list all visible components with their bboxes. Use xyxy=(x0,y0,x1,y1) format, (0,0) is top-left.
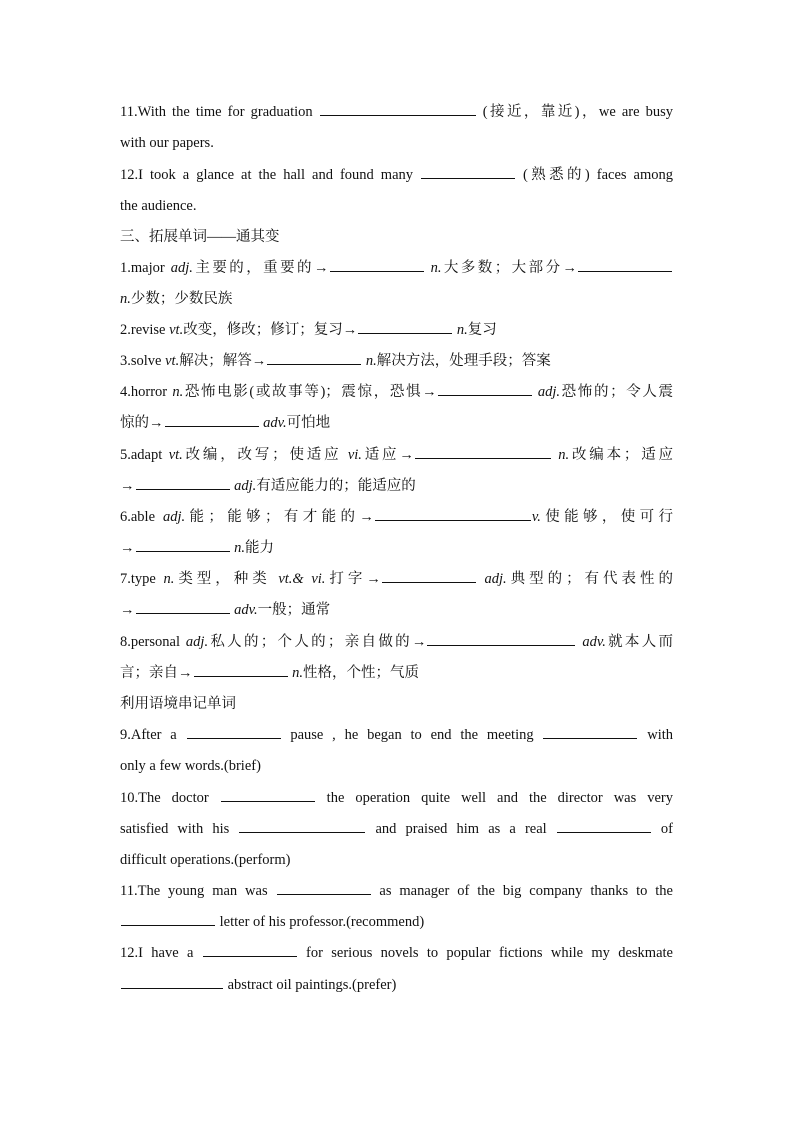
text-segment: 就本人而 xyxy=(605,634,674,650)
text-segment: 6.able xyxy=(120,509,164,525)
item-5-adapt-line-2 xyxy=(120,473,673,499)
text-segment: 三、拓展单词——通其变 xyxy=(120,229,280,245)
text-segment: 11.The young man was xyxy=(120,883,276,899)
answer-blank[interactable] xyxy=(438,380,532,396)
text-segment: → xyxy=(120,540,135,556)
answer-blank[interactable] xyxy=(578,256,672,272)
answer-blank[interactable] xyxy=(187,723,281,739)
context-9-line-2 xyxy=(120,753,673,779)
text-segment: with our papers. xyxy=(120,135,214,151)
text-segment: 能力 xyxy=(245,540,274,556)
answer-blank[interactable] xyxy=(239,817,365,833)
item-6-able-line-2 xyxy=(120,535,673,561)
exercise-11-line-1 xyxy=(120,99,673,125)
text-segment: of xyxy=(651,821,673,837)
answer-blank[interactable] xyxy=(421,163,515,179)
answer-blank[interactable] xyxy=(330,256,424,272)
part-of-speech: v. xyxy=(531,509,541,525)
text-segment: 1.major xyxy=(120,260,171,276)
item-8-personal-line-2 xyxy=(120,660,673,686)
text-segment: 一般；通常 xyxy=(257,602,331,618)
answer-blank[interactable] xyxy=(136,598,230,614)
text-segment: 8.personal xyxy=(120,634,186,650)
item-6-able-line-1 xyxy=(120,504,673,530)
text-segment: 大多数；大部分→ xyxy=(441,260,578,276)
section-heading-expand-words xyxy=(120,224,673,250)
context-12-line-2 xyxy=(120,972,673,998)
text-segment: 改编本；适应 xyxy=(569,447,674,463)
item-4-horror-line-1 xyxy=(120,379,673,405)
part-of-speech: n. xyxy=(234,540,245,556)
answer-blank[interactable] xyxy=(557,817,651,833)
part-of-speech: adj. xyxy=(185,634,209,650)
text-segment: 能；能够；有才能的→ xyxy=(185,509,374,525)
text-segment: 解决方法，处理手段；答案 xyxy=(376,353,551,369)
answer-blank[interactable] xyxy=(165,411,259,427)
part-of-speech: adj. xyxy=(170,260,193,276)
context-11-line-2 xyxy=(120,909,673,935)
text-segment: 3.solve xyxy=(120,353,166,369)
text-segment: → xyxy=(120,602,135,618)
answer-blank[interactable] xyxy=(320,100,476,116)
text-segment: 恐怖的；令人震 xyxy=(560,384,673,400)
part-of-speech: n. xyxy=(292,665,303,681)
text-segment: → xyxy=(120,478,135,494)
text-segment: 言；亲自→ xyxy=(120,665,193,681)
item-1-major-line-1 xyxy=(120,255,673,281)
exercise-12-line-1 xyxy=(120,162,673,188)
text-segment: 使能够，使可行 xyxy=(540,509,674,525)
text-segment: 适应→ xyxy=(361,447,414,463)
part-of-speech: vi. xyxy=(347,447,362,463)
part-of-speech: adj. xyxy=(234,478,257,494)
text-segment: 5.adapt xyxy=(120,447,169,463)
answer-blank[interactable] xyxy=(203,941,297,957)
item-5-adapt-line-1 xyxy=(120,442,673,468)
text-segment: 性格，个性；气质 xyxy=(303,665,419,681)
text-segment: 有适应能力的；能适应的 xyxy=(256,478,416,494)
part-of-speech: n. xyxy=(558,447,570,463)
item-7-type-line-2 xyxy=(120,597,673,623)
context-10-line-3 xyxy=(120,847,673,873)
part-of-speech: adj. xyxy=(163,509,186,525)
text-segment: 恐怖电影(或故事等)；震惊，恐惧→ xyxy=(183,384,437,400)
answer-blank[interactable] xyxy=(358,318,452,334)
text-segment: the operation quite well and the director was very xyxy=(315,790,674,806)
item-1-major-line-2 xyxy=(120,286,673,312)
part-of-speech: vt. xyxy=(169,322,184,338)
text-segment: 利用语境串记单词 xyxy=(120,696,236,712)
text-segment: difficult operations.(perform) xyxy=(120,852,291,868)
part-of-speech: adj. xyxy=(484,571,507,587)
text-segment: 类型，种类 xyxy=(174,571,279,587)
text-segment: 少数；少数民族 xyxy=(130,291,233,307)
text-segment: satisfied with his xyxy=(120,821,239,837)
text-segment: (接近，靠近)，we are busy xyxy=(476,104,673,120)
exercise-11-line-2 xyxy=(120,130,673,156)
text-segment: 9.After a xyxy=(120,727,186,743)
text-segment: abstract oil paintings.(prefer) xyxy=(224,977,397,993)
text-segment: 4.horror xyxy=(120,384,173,400)
text-segment: 主要的，重要的→ xyxy=(192,260,329,276)
part-of-speech: n. xyxy=(430,260,442,276)
item-7-type-line-1 xyxy=(120,566,673,592)
text-segment: 惊的→ xyxy=(120,415,164,431)
answer-blank[interactable] xyxy=(415,443,551,459)
text-segment: and praised him as a real xyxy=(366,821,556,837)
text-segment: 12.I have a xyxy=(120,945,202,961)
part-of-speech: adj. xyxy=(537,384,561,400)
answer-blank[interactable] xyxy=(382,567,476,583)
item-3-solve xyxy=(120,348,673,374)
text-segment: 11.With the time for graduation xyxy=(120,104,319,120)
item-4-horror-line-2 xyxy=(120,410,673,436)
context-10-line-1 xyxy=(120,785,673,811)
part-of-speech: vt. xyxy=(165,353,180,369)
context-9-line-1 xyxy=(120,722,673,748)
answer-blank[interactable] xyxy=(221,786,315,802)
part-of-speech: n. xyxy=(172,384,184,400)
answer-blank[interactable] xyxy=(121,973,223,989)
text-segment: 解决；解答→ xyxy=(179,353,267,369)
text-segment: 改编，改写；使适应 xyxy=(182,447,348,463)
text-segment: (熟悉的) faces among xyxy=(516,167,673,183)
context-12-line-1 xyxy=(120,940,673,966)
part-of-speech: vt. xyxy=(168,447,183,463)
answer-blank[interactable] xyxy=(121,910,215,926)
part-of-speech: n. xyxy=(365,353,377,369)
text-segment: with xyxy=(638,727,673,743)
exercise-12-line-2 xyxy=(120,193,673,219)
text-segment: only a few words.(brief) xyxy=(120,758,261,774)
answer-blank[interactable] xyxy=(194,661,288,677)
answer-blank[interactable] xyxy=(267,349,361,365)
answer-blank[interactable] xyxy=(277,879,371,895)
text-segment: 改变，修改；修订；复习→ xyxy=(183,322,358,338)
answer-blank[interactable] xyxy=(543,723,637,739)
text-segment: 典型的；有代表性的 xyxy=(506,571,673,587)
part-of-speech: n. xyxy=(456,322,468,338)
text-segment: letter of his professor.(recommend) xyxy=(216,914,425,930)
text-segment: the audience. xyxy=(120,198,197,214)
text-segment: 私人的；个人的；亲自做的→ xyxy=(208,634,427,650)
answer-blank[interactable] xyxy=(136,536,230,552)
answer-blank[interactable] xyxy=(375,505,531,521)
part-of-speech: n. xyxy=(163,571,175,587)
text-segment: 可怕地 xyxy=(286,415,331,431)
text-segment: 复习 xyxy=(467,322,497,338)
text-segment: 12.I took a glance at the hall and found many xyxy=(120,167,421,183)
text-segment: as manager of the big company thanks to the xyxy=(371,883,673,899)
item-8-personal-line-1 xyxy=(120,629,673,655)
part-of-speech: n. xyxy=(120,291,131,307)
part-of-speech: adv. xyxy=(582,634,606,650)
part-of-speech: vt.& vi. xyxy=(278,571,326,587)
answer-blank[interactable] xyxy=(427,630,575,646)
section-heading-context xyxy=(120,691,673,717)
text-segment: 打字→ xyxy=(325,571,381,587)
text-segment: for serious novels to popular fictions while my deskmate xyxy=(297,945,673,961)
text-segment: pause , he began to end the meeting xyxy=(281,727,543,743)
context-10-line-2 xyxy=(120,816,673,842)
context-11-line-1 xyxy=(120,878,673,904)
item-2-revise xyxy=(120,317,673,343)
answer-blank[interactable] xyxy=(136,474,230,490)
text-segment: 7.type xyxy=(120,571,164,587)
text-segment: 10.The doctor xyxy=(120,790,220,806)
part-of-speech: adv. xyxy=(263,415,287,431)
text-segment: 2.revise xyxy=(120,322,170,338)
part-of-speech: adv. xyxy=(234,602,258,618)
